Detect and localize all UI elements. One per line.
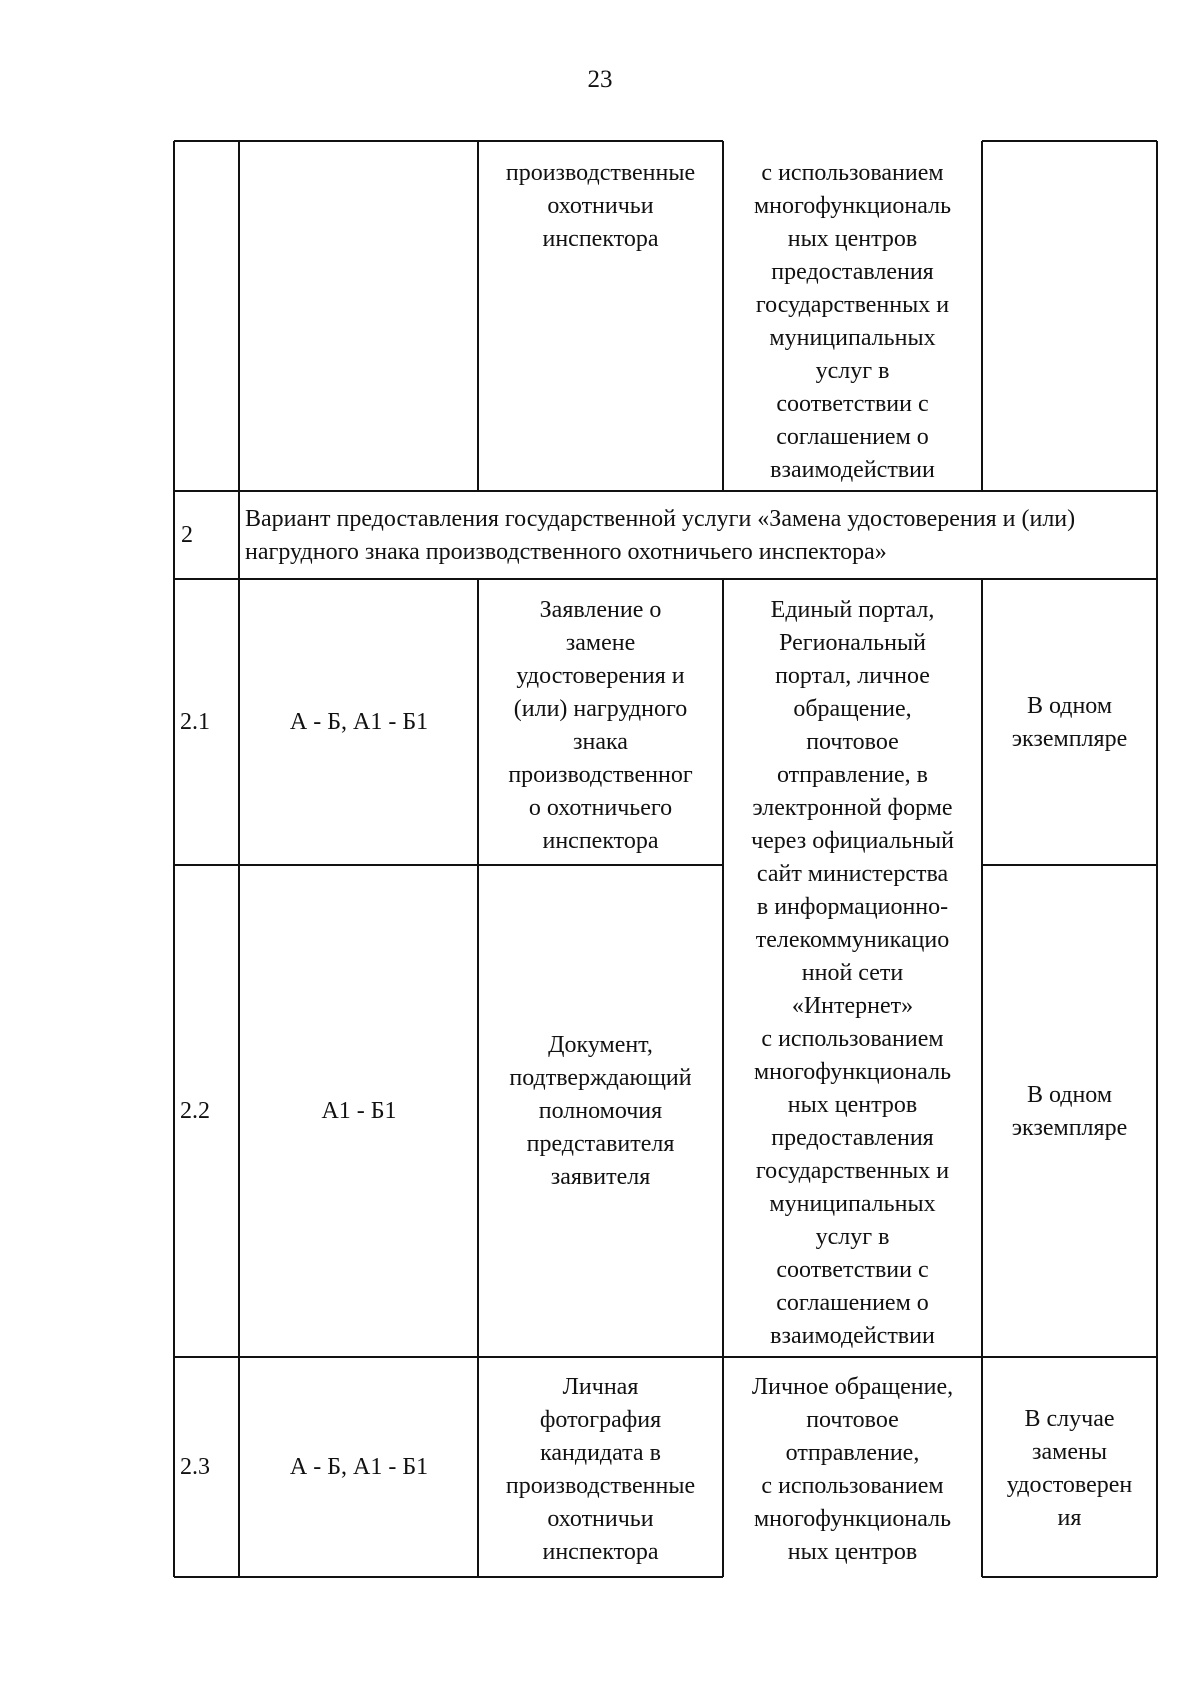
row-2-1-number: 2.1	[180, 709, 210, 735]
row-2-1-criteria: А - Б, А1 - Б1	[289, 709, 429, 735]
row-2-1-document: Заявление о замене удостоверения и (или) нагрудного знака производственног о охотничьего инспектора	[508, 597, 693, 854]
row-2-3-document: Личная фотография кандидата в производственные охотничьи инспектора	[505, 1374, 696, 1565]
row-2-1-copies: В одном экземпляре	[1011, 692, 1128, 752]
row-2-3-number: 2.3	[180, 1454, 210, 1480]
row-2-3-criteria: А - Б, А1 - Б1	[289, 1454, 429, 1480]
section-2-title: Вариант предоставления государственной услуги «Замена удостоверения и (или) нагрудного знака производственного охотничьего инспектора»	[245, 505, 1076, 565]
row-2-3-copies: В случае замены удостоверен ия	[1006, 1406, 1133, 1531]
row-2-2-criteria: А1 - Б1	[321, 1098, 397, 1124]
cell-prev-document: производственные охотничьи инспектора	[505, 160, 696, 252]
section-2-number: 2	[181, 522, 193, 548]
row-2-3-methods: Личное обращение, почтовое отправление, с использованием многофункциональ ных центров	[751, 1374, 954, 1565]
page-number: 23	[587, 66, 613, 93]
row-2-2-copies: В одном экземпляре	[1011, 1081, 1128, 1141]
cell-prev-methods: с использованием многофункциональ ных центров предоставления государственных и муниципальных услуг в соответствии с соглашением о взаимодействии	[753, 160, 952, 483]
row-2-2-document: Документ, подтверждающий полномочия представителя заявителя	[509, 1032, 692, 1190]
rows-2-1-2-2-methods: Единый портал, Региональный портал, личное обращение, почтовое отправление, в электронной форме через официальный сайт министерства в информационно- телекоммуникацио нной сети «Интернет» с использованием многофункциональ ных центров предоставления государственных и муниципальных услуг в соответствии с соглашением о взаимодействии	[751, 597, 954, 1349]
row-2-2-number: 2.2	[180, 1098, 210, 1124]
